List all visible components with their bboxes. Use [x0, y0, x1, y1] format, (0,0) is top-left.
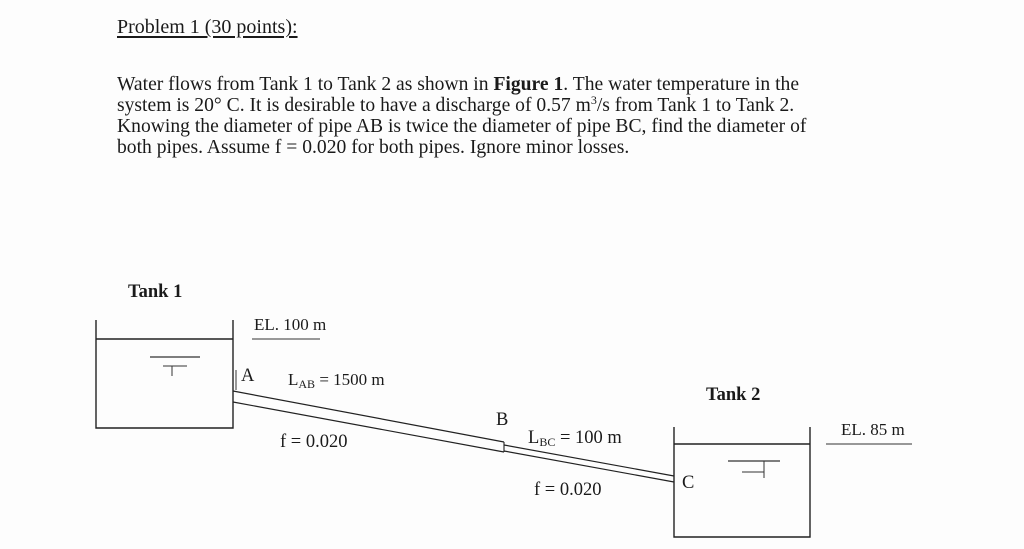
exponent: 3: [590, 93, 597, 107]
figure-reference: Figure 1: [493, 74, 564, 95]
problem-title: Problem 1 (30 points):: [117, 16, 298, 38]
length-subscript: AB: [298, 377, 316, 391]
length-symbol: L: [288, 370, 299, 389]
pipe-bc-top: [504, 445, 674, 476]
statement-text: . The water temperature in the: [563, 74, 800, 95]
tank-1-elevation: EL. 100 m: [254, 315, 327, 334]
pipe-ab-friction: f = 0.020: [280, 432, 348, 452]
pipe-bc-length: [528, 428, 622, 449]
length-value: = 1500 m: [315, 370, 385, 389]
pipe-ab-bottom: [233, 402, 504, 452]
statement-text: /s from Tank 1 to Tank 2.: [596, 95, 795, 116]
tank-2-label: Tank 2: [706, 385, 761, 405]
length-symbol: L: [528, 428, 540, 448]
point-b-label: B: [496, 410, 509, 430]
statement-text: system is 20° C. It is desirable to have a discharge of 0.57 m: [117, 95, 591, 116]
statement-line-3: Knowing the diameter of pipe AB is twice the diameter of pipe BC, find the diameter of: [117, 116, 807, 137]
statement-line-4: both pipes. Assume f = 0.020 for both pipes. Ignore minor losses.: [117, 137, 630, 158]
tank-1-outline: [96, 320, 233, 428]
pipe-bc-bottom: [504, 451, 674, 482]
statement-text: Water flows from Tank 1 to Tank 2 as shown in: [117, 74, 494, 95]
point-c-label: C: [682, 473, 695, 493]
tank-1-label: Tank 1: [128, 282, 183, 302]
point-a-label: A: [241, 366, 255, 386]
tank-2-elevation: EL. 85 m: [841, 420, 905, 439]
length-subscript: BC: [539, 435, 556, 449]
length-value: = 100 m: [555, 428, 622, 448]
pipe-bc-friction: f = 0.020: [534, 480, 602, 500]
pipe-ab-length: [288, 370, 385, 390]
pipe-ab-top: [233, 391, 504, 442]
